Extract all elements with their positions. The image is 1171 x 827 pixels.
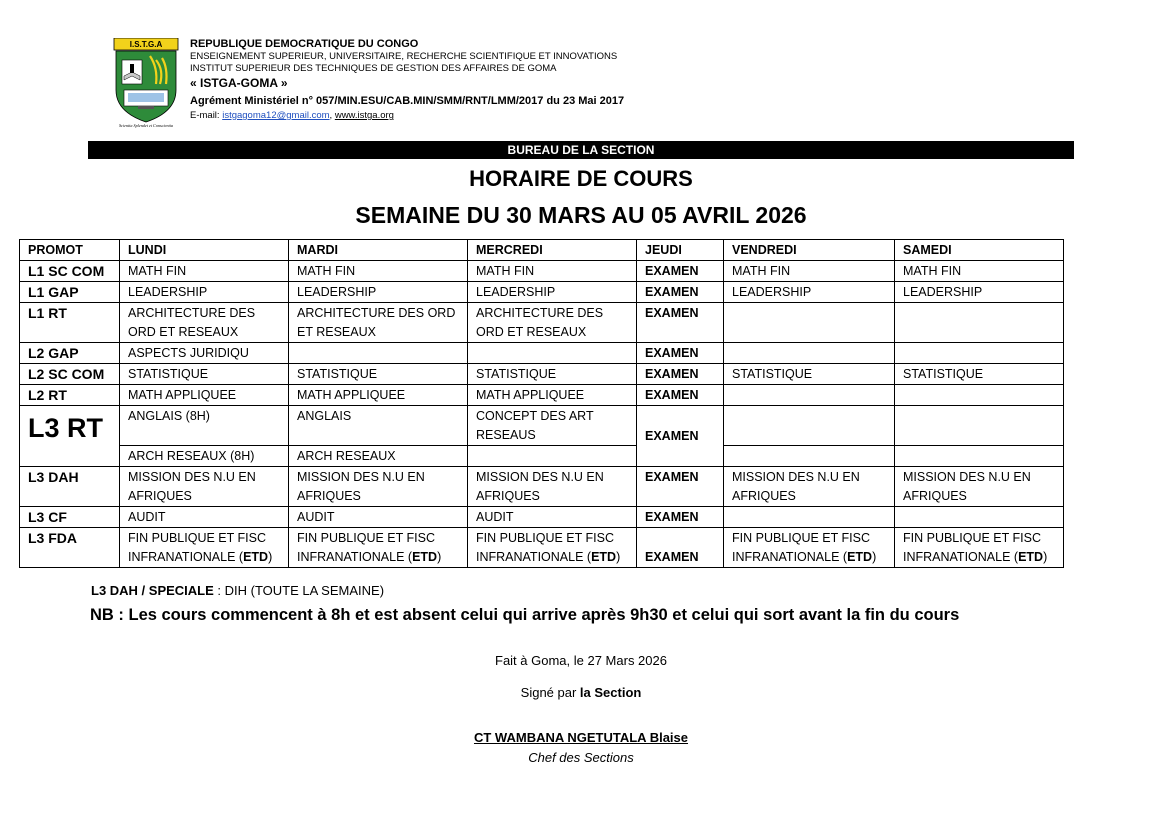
course-cell	[724, 528, 895, 568]
empty-cell	[895, 446, 1064, 467]
course-cell	[120, 528, 289, 568]
course-cell: LEADERSHIP	[468, 282, 637, 303]
course-cell: LEADERSHIP	[895, 282, 1064, 303]
svg-text:Scientia Splendet et Conscient: Scientia Splendet et Conscientia	[118, 123, 174, 128]
empty-cell	[468, 343, 637, 364]
course-cell: MATH FIN	[289, 261, 468, 282]
promo-cell: L1 SC COM	[20, 261, 120, 282]
table-row	[20, 467, 1064, 507]
empty-cell	[724, 385, 895, 406]
empty-cell	[724, 507, 895, 528]
promo-cell: L3 FDA	[20, 528, 120, 568]
exam-cell: EXAMEN	[637, 507, 724, 528]
nb-note: NB : Les cours commencent à 8h et est absent celui qui arrive après 9h30 et celui qui sort avant la fin du cours	[90, 606, 960, 624]
table-row	[20, 385, 1064, 406]
empty-cell	[895, 406, 1064, 446]
course-cell: LEADERSHIP	[120, 282, 289, 303]
promo-cell: L3 CF	[20, 507, 120, 528]
letterhead-institute: INSTITUT SUPERIEUR DES TECHNIQUES DE GESTION DES AFFAIRES DE GOMA	[190, 63, 557, 74]
exam-cell: EXAMEN	[637, 282, 724, 303]
course-close: )	[872, 550, 877, 564]
header-mardi: MARDI	[289, 240, 468, 261]
course-text: FIN PUBLIQUE ET FISC INFRANATIONALE (	[903, 531, 1041, 564]
course-cell: MISSION DES N.U EN AFRIQUES	[289, 467, 468, 507]
table-row	[20, 406, 1064, 446]
etd-label: ETD	[847, 550, 873, 564]
place-date: Fait à Goma, le 27 Mars 2026	[495, 653, 667, 668]
signed-entity: la Section	[579, 685, 642, 700]
header-mercredi: MERCREDI	[468, 240, 637, 261]
header-promot: PROMOT	[20, 240, 120, 261]
course-cell: LEADERSHIP	[289, 282, 468, 303]
course-cell: ARCHITECTURE DES ORD ET RESEAUX	[289, 303, 468, 343]
etd-label: ETD	[412, 550, 438, 564]
course-cell: AUDIT	[120, 507, 289, 528]
institute-logo	[112, 38, 180, 128]
course-cell: CONCEPT DES ART RESEAUS	[468, 406, 637, 446]
course-text: FIN PUBLIQUE ET FISC INFRANATIONALE (	[128, 531, 266, 564]
table-row	[20, 303, 1064, 343]
header-jeudi: JEUDI	[637, 240, 724, 261]
letterhead-contacts	[190, 110, 394, 122]
course-text: FIN PUBLIQUE ET FISC INFRANATIONALE (	[732, 531, 870, 564]
promo-cell: L3 DAH	[20, 467, 120, 507]
header-lundi: LUNDI	[120, 240, 289, 261]
empty-cell	[895, 507, 1064, 528]
course-close: )	[1043, 550, 1048, 564]
empty-cell	[724, 343, 895, 364]
letterhead-ministry: ENSEIGNEMENT SUPERIEUR, UNIVERSITAIRE, RECHERCHE SCIENTIFIQUE ET INNOVATIONS	[190, 51, 618, 62]
course-cell	[895, 528, 1064, 568]
header-samedi: SAMEDI	[895, 240, 1064, 261]
course-cell: ANGLAIS	[289, 406, 468, 446]
letterhead-agrement: Agrément Ministériel n° 057/MIN.ESU/CAB.MIN/SMM/RNT/LMM/2017 du 23 Mai 2017	[190, 95, 625, 107]
course-cell: ANGLAIS (8H)	[120, 406, 289, 446]
special-text: : DIH (TOUTE LA SEMAINE)	[213, 583, 385, 598]
course-cell: MATH APPLIQUEE	[468, 385, 637, 406]
exam-cell: EXAMEN	[637, 261, 724, 282]
table-row	[20, 364, 1064, 385]
document-title: HORAIRE DE COURS	[469, 166, 693, 191]
svg-text:I.S.T.G.A: I.S.T.G.A	[129, 40, 163, 49]
table-row	[20, 507, 1064, 528]
signer-name: CT WAMBANA NGETUTALA Blaise	[473, 730, 689, 745]
etd-label: ETD	[591, 550, 617, 564]
course-cell: STATISTIQUE	[895, 364, 1064, 385]
exam-cell: EXAMEN	[637, 364, 724, 385]
course-cell	[289, 528, 468, 568]
empty-cell	[724, 446, 895, 467]
exam-cell: EXAMEN	[637, 467, 724, 507]
course-close: )	[437, 550, 442, 564]
email-link[interactable]: istgagoma12@gmail.com	[222, 110, 330, 121]
letterhead-short-name: « ISTGA-GOMA »	[190, 76, 288, 90]
course-close: )	[268, 550, 273, 564]
table-header-row	[20, 240, 1064, 261]
header-vendredi: VENDREDI	[724, 240, 895, 261]
course-text: FIN PUBLIQUE ET FISC INFRANATIONALE (	[476, 531, 614, 564]
etd-label: ETD	[1018, 550, 1044, 564]
table-row	[20, 528, 1064, 568]
course-cell: STATISTIQUE	[724, 364, 895, 385]
email-label: E-mail:	[190, 110, 223, 121]
promo-cell: L2 RT	[20, 385, 120, 406]
course-cell: ARCHITECTURE DES ORD ET RESEAUX	[468, 303, 637, 343]
course-cell: STATISTIQUE	[468, 364, 637, 385]
signed-prefix: Signé par	[520, 685, 580, 700]
schedule-table	[19, 239, 1064, 568]
exam-cell: EXAMEN	[637, 343, 724, 364]
empty-cell	[289, 343, 468, 364]
empty-cell	[724, 406, 895, 446]
course-close: )	[616, 550, 621, 564]
table-row	[20, 282, 1064, 303]
exam-cell: EXAMEN	[637, 528, 724, 568]
course-cell: AUDIT	[468, 507, 637, 528]
course-cell: MISSION DES N.U EN AFRIQUES	[724, 467, 895, 507]
course-cell: STATISTIQUE	[120, 364, 289, 385]
signed-by	[0, 685, 1162, 700]
course-cell: MATH FIN	[895, 261, 1064, 282]
letterhead-country: REPUBLIQUE DEMOCRATIQUE DU CONGO	[190, 38, 419, 50]
table-row	[20, 261, 1064, 282]
promo-cell: L1 GAP	[20, 282, 120, 303]
website-link[interactable]: www.istga.org	[334, 110, 394, 121]
exam-cell: EXAMEN	[637, 385, 724, 406]
course-cell: STATISTIQUE	[289, 364, 468, 385]
course-cell: MATH FIN	[468, 261, 637, 282]
course-cell: MISSION DES N.U EN AFRIQUES	[468, 467, 637, 507]
contact-separator: ,	[329, 110, 335, 121]
empty-cell	[895, 343, 1064, 364]
table-row	[20, 343, 1064, 364]
course-cell: MATH APPLIQUEE	[120, 385, 289, 406]
course-cell: MATH APPLIQUEE	[289, 385, 468, 406]
course-cell: AUDIT	[289, 507, 468, 528]
table-row	[20, 446, 1064, 467]
empty-cell	[724, 303, 895, 343]
exam-cell: EXAMEN	[637, 303, 724, 343]
promo-cell: L2 SC COM	[20, 364, 120, 385]
course-cell: MISSION DES N.U EN AFRIQUES	[895, 467, 1064, 507]
course-cell: LEADERSHIP	[724, 282, 895, 303]
course-cell: ARCH RESEAUX	[289, 446, 468, 467]
empty-cell	[895, 303, 1064, 343]
section-banner: BUREAU DE LA SECTION	[88, 141, 1074, 159]
course-text: FIN PUBLIQUE ET FISC INFRANATIONALE (	[297, 531, 435, 564]
promo-cell: L3 RT	[20, 406, 120, 467]
course-cell: ARCH RESEAUX (8H)	[120, 446, 289, 467]
empty-cell	[895, 385, 1064, 406]
empty-cell	[468, 446, 637, 467]
promo-cell: L2 GAP	[20, 343, 120, 364]
special-label: L3 DAH / SPECIALE	[91, 583, 214, 598]
exam-cell: EXAMEN	[637, 406, 724, 467]
etd-label: ETD	[243, 550, 269, 564]
course-cell: MISSION DES N.U EN AFRIQUES	[120, 467, 289, 507]
week-subtitle: SEMAINE DU 30 MARS AU 05 AVRIL 2026	[355, 202, 807, 228]
course-cell	[468, 528, 637, 568]
course-cell: ASPECTS JURIDIQU	[120, 343, 289, 364]
signer-role: Chef des Sections	[528, 750, 634, 765]
course-cell: MATH FIN	[724, 261, 895, 282]
special-note	[91, 583, 384, 598]
course-cell: MATH FIN	[120, 261, 289, 282]
course-cell: ARCHITECTURE DES ORD ET RESEAUX	[120, 303, 289, 343]
promo-cell: L1 RT	[20, 303, 120, 343]
